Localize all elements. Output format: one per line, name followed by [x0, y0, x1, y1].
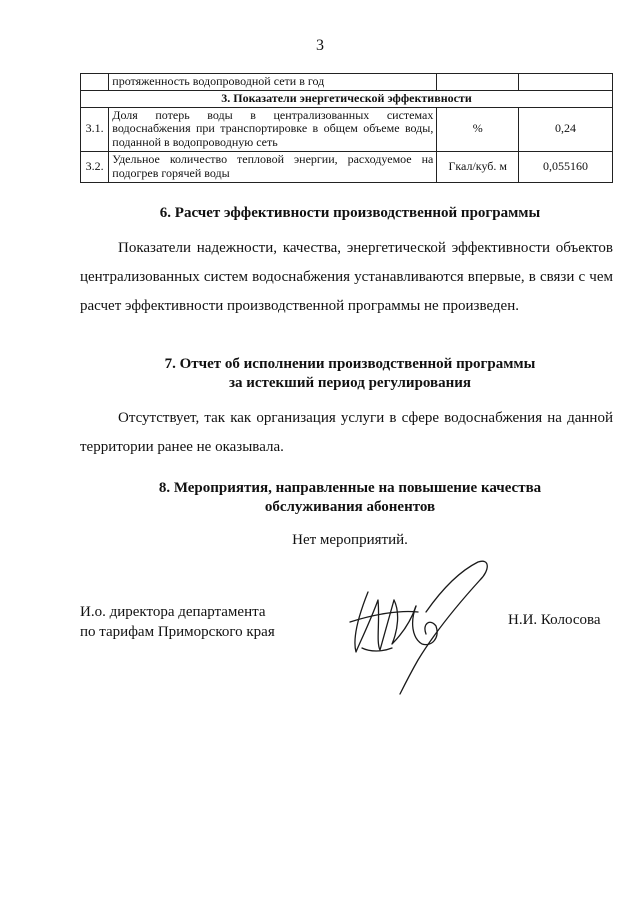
section-7-text: Отсутствует, так как организация услуги в сфере водоснабжения на данной территории ранее не оказывала.: [80, 410, 613, 455]
section-7-heading-line1: 7. Отчет об исполнении производственной программы: [164, 356, 536, 372]
section-7-heading-line2: за истекший период регулирования: [228, 375, 472, 391]
indicator-name: Доля потерь воды в централизованных системах водоснабжения при транспортировке в общем объеме воды, поданной в водопроводную сеть: [109, 107, 437, 151]
table-row: [81, 107, 613, 151]
table-section-row: [81, 90, 613, 107]
indicator-name: протяженность водопроводной сети в год: [109, 74, 437, 91]
handwritten-signature: [340, 552, 500, 702]
section-8-heading-line2: обслуживания абонентов: [264, 499, 436, 515]
section-6-heading: 6. Расчет эффективности производственной программы: [159, 205, 541, 221]
indicators-table: [80, 73, 613, 183]
table-row: [81, 74, 613, 91]
section-8-heading-line1: 8. Мероприятия, направленные на повышение качества: [158, 480, 542, 496]
signatory-title-line2: по тарифам Приморского края: [80, 624, 275, 640]
indicator-unit: Гкал/куб. м: [437, 151, 519, 182]
section-8-text: Нет мероприятий.: [292, 532, 408, 548]
indicator-value: 0,24: [519, 107, 613, 151]
table-row: [81, 151, 613, 182]
row-number: 3.2.: [81, 151, 109, 182]
indicator-unit: %: [437, 107, 519, 151]
signatory-name: Н.И. Колосова: [508, 612, 601, 628]
row-number: 3.1.: [81, 107, 109, 151]
signatory-title: [80, 602, 275, 642]
indicator-value: [519, 74, 613, 91]
section-6-text: Показатели надежности, качества, энергетической эффективности объектов централизованных систем водоснабжения устанавливаются впервые, в связи с чем расчет эффективности производственной программы не произведен.: [80, 240, 613, 314]
page-number: 3: [316, 37, 324, 54]
indicator-name: Удельное количество тепловой энергии, расходуемое на подогрев горячей воды: [109, 151, 437, 182]
row-number: [81, 74, 109, 91]
section-title: 3. Показатели энергетической эффективности: [81, 90, 613, 107]
indicator-value: 0,055160: [519, 151, 613, 182]
indicator-unit: [437, 74, 519, 91]
signatory-title-line1: И.о. директора департамента: [80, 604, 266, 620]
